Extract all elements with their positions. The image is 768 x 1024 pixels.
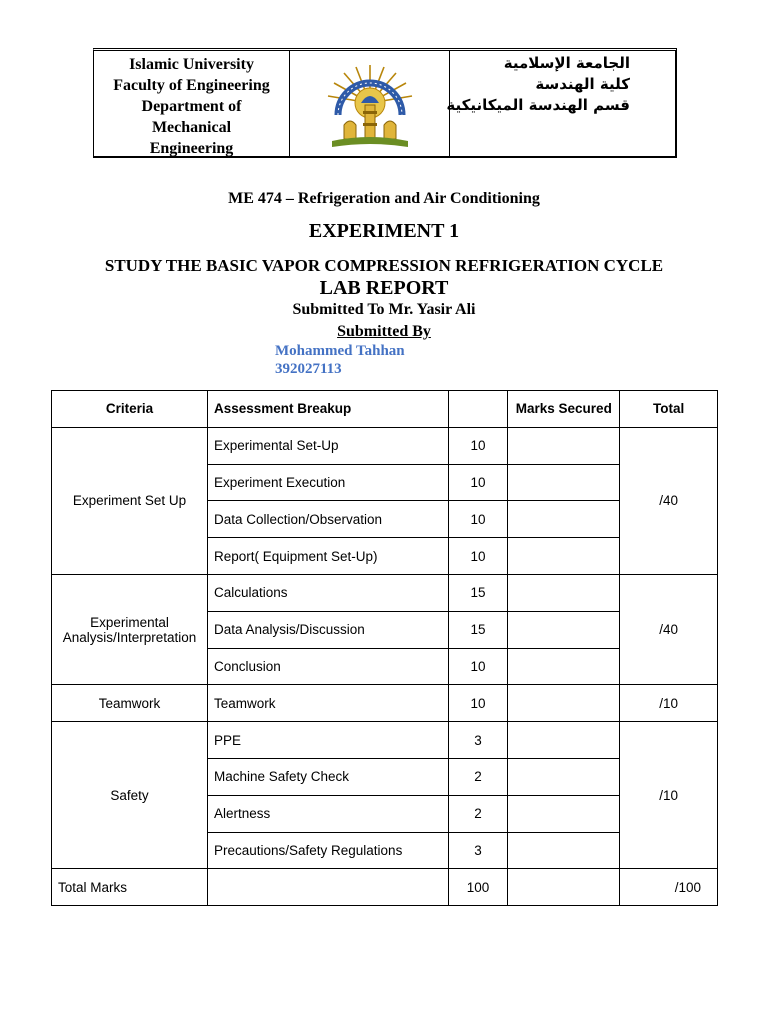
assessment-item: Alertness [207, 795, 448, 832]
criteria-cell: Experimental Analysis/Interpretation [52, 574, 208, 684]
max-marks: 10 [448, 427, 508, 464]
institution-header [93, 48, 677, 158]
marks-secured-field[interactable] [508, 464, 620, 501]
experiment-subject: STUDY THE BASIC VAPOR COMPRESSION REFRIGERATION CYCLE [104, 256, 664, 275]
assessment-item: Teamwork [207, 685, 448, 722]
group-total: /10 [620, 722, 718, 869]
marks-secured-field[interactable] [508, 722, 620, 759]
criteria-cell: Safety [52, 722, 208, 869]
header-marks-secured: Marks Secured [508, 391, 620, 428]
max-marks: 3 [448, 832, 508, 869]
header-arabic-line: الجامعة الإسلامية [503, 54, 630, 72]
header-english-line: Engineering [149, 140, 234, 157]
assessment-item: PPE [207, 722, 448, 759]
total-marks-row [52, 869, 718, 906]
marks-secured-field[interactable] [508, 427, 620, 464]
table-row [52, 685, 718, 722]
assessment-item: Experiment Execution [207, 464, 448, 501]
marks-secured-field[interactable] [508, 832, 620, 869]
header-arabic-line: كلية الهندسة [535, 75, 630, 93]
header-total: Total [620, 391, 718, 428]
marks-secured-field[interactable] [508, 501, 620, 538]
header-arabic-block [446, 51, 676, 156]
marks-secured-field[interactable] [508, 795, 620, 832]
student-name: Mohammed Tahhan [275, 343, 405, 359]
max-marks: 10 [448, 685, 508, 722]
header-assessment-breakup: Assessment Breakup [207, 391, 448, 428]
group-total: /10 [620, 685, 718, 722]
max-marks: 10 [448, 501, 508, 538]
student-id: 392027113 [275, 361, 342, 377]
total-marks-blank [207, 869, 448, 906]
group-total: /40 [620, 427, 718, 574]
experiment-title: EXPERIMENT 1 [308, 220, 460, 242]
marks-secured-field[interactable] [508, 758, 620, 795]
table-header-row [52, 391, 718, 428]
max-marks: 3 [448, 722, 508, 759]
assessment-item: Calculations [207, 574, 448, 611]
assessment-item: Experimental Set-Up [207, 427, 448, 464]
submitted-to: Submitted To Mr. Yasir Ali [292, 301, 476, 318]
marks-secured-field[interactable] [508, 538, 620, 575]
total-max-marks: 100 [448, 869, 508, 906]
submitted-by-heading: Submitted By [337, 323, 431, 340]
total-marks-secured-field[interactable] [508, 869, 620, 906]
assessment-table [51, 390, 718, 906]
report-title: LAB REPORT [319, 277, 449, 299]
table-row [52, 574, 718, 611]
grand-total: /100 [620, 869, 718, 906]
assessment-item: Data Analysis/Discussion [207, 611, 448, 648]
assessment-item: Precautions/Safety Regulations [207, 832, 448, 869]
header-marks [448, 391, 508, 428]
header-english-line: Department of [141, 98, 242, 115]
header-english-line: Mechanical [151, 119, 232, 136]
total-marks-label: Total Marks [52, 869, 208, 906]
max-marks: 10 [448, 538, 508, 575]
header-criteria: Criteria [52, 391, 208, 428]
max-marks: 10 [448, 648, 508, 685]
marks-secured-field[interactable] [508, 611, 620, 648]
header-english-line: Islamic University [129, 56, 254, 73]
header-english-block [94, 51, 290, 156]
table-row [52, 722, 718, 759]
max-marks: 15 [448, 574, 508, 611]
assessment-item: Report( Equipment Set-Up) [207, 538, 448, 575]
max-marks: 2 [448, 795, 508, 832]
marks-secured-field[interactable] [508, 648, 620, 685]
assessment-item: Data Collection/Observation [207, 501, 448, 538]
header-arabic-line: قسم الهندسة الميكانيكية [446, 96, 630, 114]
marks-secured-field[interactable] [508, 574, 620, 611]
header-logo-cell [290, 51, 450, 156]
max-marks: 10 [448, 464, 508, 501]
marks-secured-field[interactable] [508, 685, 620, 722]
header-english-line: Faculty of Engineering [113, 77, 270, 94]
criteria-cell: Teamwork [52, 685, 208, 722]
criteria-cell: Experiment Set Up [52, 427, 208, 574]
max-marks: 2 [448, 758, 508, 795]
course-title: ME 474 – Refrigeration and Air Conditioning [228, 190, 540, 207]
assessment-item: Machine Safety Check [207, 758, 448, 795]
table-row [52, 427, 718, 464]
assessment-item: Conclusion [207, 648, 448, 685]
university-crest-icon [324, 63, 416, 149]
group-total: /40 [620, 574, 718, 684]
max-marks: 15 [448, 611, 508, 648]
